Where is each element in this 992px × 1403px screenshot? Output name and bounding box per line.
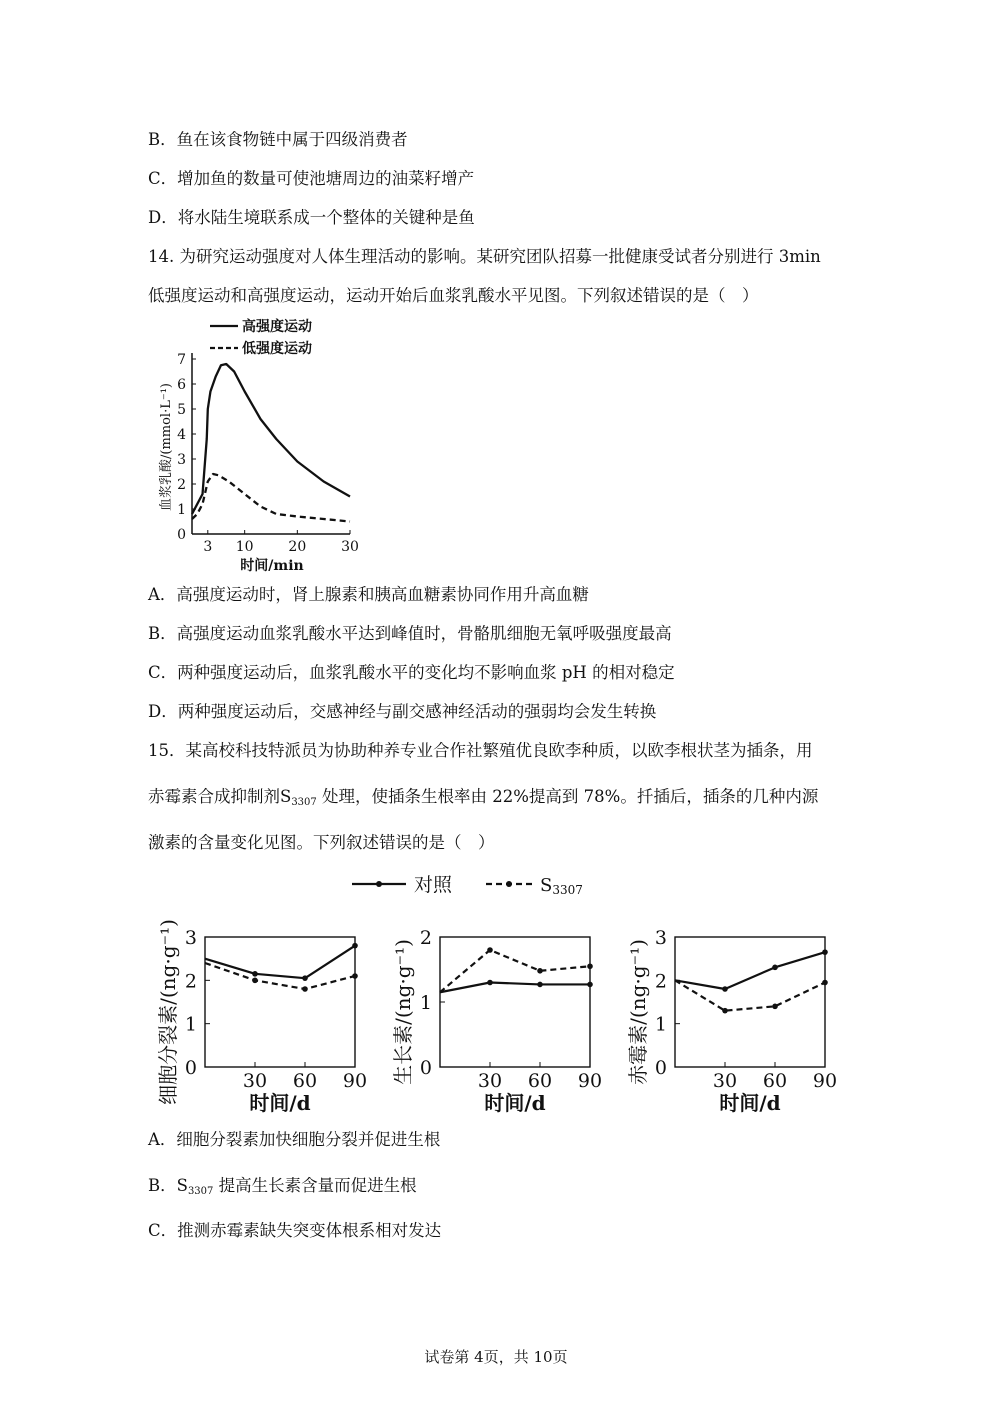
gibberellin-x-tick-label: 60: [762, 1070, 788, 1092]
q15-option-c: C．推测赤霉素缺失突变体根系相对发达: [148, 1221, 442, 1240]
cytokinin-y-label: 细胞分裂素/(ng·g⁻¹): [156, 919, 180, 1105]
cytokinin-x-tick-label: 60: [292, 1070, 318, 1092]
auxin-y-tick-label: 2: [419, 927, 432, 949]
q14-stem-line1: 14. 为研究运动强度对人体生理活动的影响。某研究团队招募一批健康受试者分别进行 3min: [148, 247, 821, 266]
auxin-x-tick-label: 60: [527, 1070, 553, 1092]
gibberellin-y-tick-label: 3: [654, 927, 667, 949]
q15-option-b-post: 提高生长素含量而促进生根: [213, 1176, 417, 1195]
chart1-x-tick-label: 30: [341, 539, 359, 555]
gibberellin-s3307-point: [722, 1008, 728, 1014]
q15-stem-line3: 激素的含量变化见图。下列叙述错误的是（ ）: [148, 833, 495, 852]
cytokinin-y-tick-label: 1: [184, 1013, 197, 1036]
gibberellin-x-tick-label: 30: [712, 1070, 738, 1092]
chart1-y-tick-label: 4: [177, 427, 186, 443]
gibberellin-y-tick-label: 0: [654, 1057, 667, 1079]
auxin-x-tick-label: 90: [577, 1070, 603, 1092]
cytokinin-s3307-point: [302, 986, 308, 992]
chart1-x-label: 时间/min: [240, 558, 304, 574]
cytokinin-y-tick-label: 2: [184, 970, 197, 993]
chart1-low-intensity-line: [192, 474, 350, 522]
legend-control-label: 对照: [414, 874, 453, 896]
auxin-y-tick-label: 0: [419, 1057, 432, 1079]
q15-stem-line2: [148, 786, 818, 814]
auxin-y-label: 生长素/(ng·g⁻¹): [391, 939, 415, 1085]
chart1-x-tick-label: 3: [203, 539, 213, 555]
q15-option-b-sub: 3307: [187, 1186, 214, 1197]
cytokinin-chart: [150, 902, 380, 1117]
chart1-y-tick-label: 2: [177, 477, 186, 493]
chart1-y-tick-label: 0: [177, 527, 186, 543]
lactate-chart: [150, 312, 380, 577]
chart1-y-tick-label: 3: [177, 452, 186, 468]
hormone-chart-legend: [340, 868, 620, 900]
page-footer: 试卷第 4页，共 10页: [424, 1348, 568, 1366]
chart1-legend-low-label: 低强度运动: [242, 341, 312, 357]
cytokinin-y-tick-label: 3: [184, 927, 197, 949]
auxin-x-tick-label: 30: [477, 1070, 503, 1092]
cytokinin-y-tick-label: 0: [184, 1057, 197, 1079]
q13-option-b: B．鱼在该食物链中属于四级消费者: [148, 130, 408, 149]
auxin-x-label: 时间/d: [484, 1091, 546, 1115]
auxin-frame: [440, 937, 590, 1067]
cytokinin-x-tick-label: 30: [242, 1070, 268, 1092]
chart1-legend-high-label: 高强度运动: [242, 319, 312, 335]
auxin-y-tick-label: 1: [419, 992, 432, 1014]
q14-stem-line2: 低强度运动和高强度运动，运动开始后血浆乳酸水平见图。下列叙述错误的是（ ）: [148, 286, 759, 305]
cytokinin-control-point: [252, 971, 258, 977]
q13-option-c: C．增加鱼的数量可使池塘周边的油菜籽增产: [148, 169, 475, 188]
chart1-y-tick-label: 5: [177, 402, 186, 418]
auxin-s3307-point: [537, 968, 543, 974]
auxin-chart: [385, 902, 615, 1117]
gibberellin-s3307-point: [822, 980, 828, 986]
cytokinin-x-tick-label: 90: [342, 1070, 368, 1092]
q15-option-b-pre: B．S: [148, 1176, 188, 1195]
gibberellin-y-tick-label: 2: [654, 970, 667, 993]
gibberellin-x-label: 时间/d: [719, 1091, 781, 1115]
q15-stem-line2-post: 处理，使插条生根率由 22%提高到 78%。扦插后，插条的几种内源: [316, 787, 819, 806]
auxin-s3307-point: [587, 963, 593, 969]
gibberellin-y-label: 赤霉素/(ng·g⁻¹): [626, 939, 650, 1085]
gibberellin-s3307-point: [772, 1004, 778, 1010]
q14-option-a: A．高强度运动时，肾上腺素和胰高血糖素协同作用升高血糖: [148, 585, 589, 604]
auxin-s3307-point: [487, 947, 493, 953]
chart1-x-tick-label: 10: [235, 539, 254, 555]
gibberellin-frame: [675, 937, 825, 1067]
chart1-y-tick-label: 6: [177, 377, 186, 393]
q13-option-d: D．将水陆生境联系成一个整体的关键种是鱼: [148, 208, 475, 227]
auxin-s3307-line: [440, 950, 590, 992]
auxin-control-point: [587, 982, 593, 988]
chart1-y-tick-label: 7: [177, 352, 186, 368]
cytokinin-x-label: 时间/d: [249, 1091, 311, 1115]
cytokinin-control-point: [352, 943, 358, 949]
cytokinin-s3307-point: [252, 978, 258, 984]
q15-stem-line2-sub: 3307: [291, 797, 317, 808]
gibberellin-control-line: [675, 952, 825, 989]
q14-option-c: C．两种强度运动后，血浆乳酸水平的变化均不影响血浆 pH 的相对稳定: [148, 663, 675, 682]
gibberellin-x-tick-label: 90: [812, 1070, 838, 1092]
gibberellin-chart: [620, 902, 850, 1117]
auxin-control-line: [440, 983, 590, 993]
q15-stem-line2-pre: 赤霉素合成抑制剂S: [148, 787, 292, 806]
cytokinin-control-line: [205, 946, 355, 979]
auxin-control-point: [487, 980, 493, 986]
chart1-high-intensity-line: [192, 364, 350, 514]
gibberellin-control-point: [722, 986, 728, 992]
cytokinin-control-point: [302, 975, 308, 981]
legend-control-marker: [376, 881, 382, 887]
gibberellin-control-point: [772, 965, 778, 971]
chart1-y-label: 血浆乳酸/(mmol·L⁻¹): [159, 382, 174, 512]
auxin-control-point: [537, 982, 543, 988]
q14-option-b: B．高强度运动血浆乳酸水平达到峰值时，骨骼肌细胞无氧呼吸强度最高: [148, 624, 672, 643]
chart1-x-tick-label: 20: [288, 539, 307, 555]
q15-option-a: A．细胞分裂素加快细胞分裂并促进生根: [148, 1130, 441, 1149]
gibberellin-y-tick-label: 1: [654, 1013, 667, 1036]
gibberellin-control-point: [822, 949, 828, 955]
legend-s3307-marker: [506, 881, 512, 887]
cytokinin-s3307-point: [352, 973, 358, 979]
chart1-y-tick-label: 1: [177, 502, 186, 518]
legend-s3307-label: S3307: [540, 875, 583, 897]
q15-option-b: [148, 1175, 417, 1203]
q14-option-d: D．两种强度运动后，交感神经与副交感神经活动的强弱均会发生转换: [148, 702, 657, 721]
cytokinin-frame: [205, 937, 355, 1067]
q15-stem-line1: 15．某高校科技特派员为协助种养专业合作社繁殖优良欧李种质，以欧李根状茎为插条，用: [148, 741, 813, 760]
